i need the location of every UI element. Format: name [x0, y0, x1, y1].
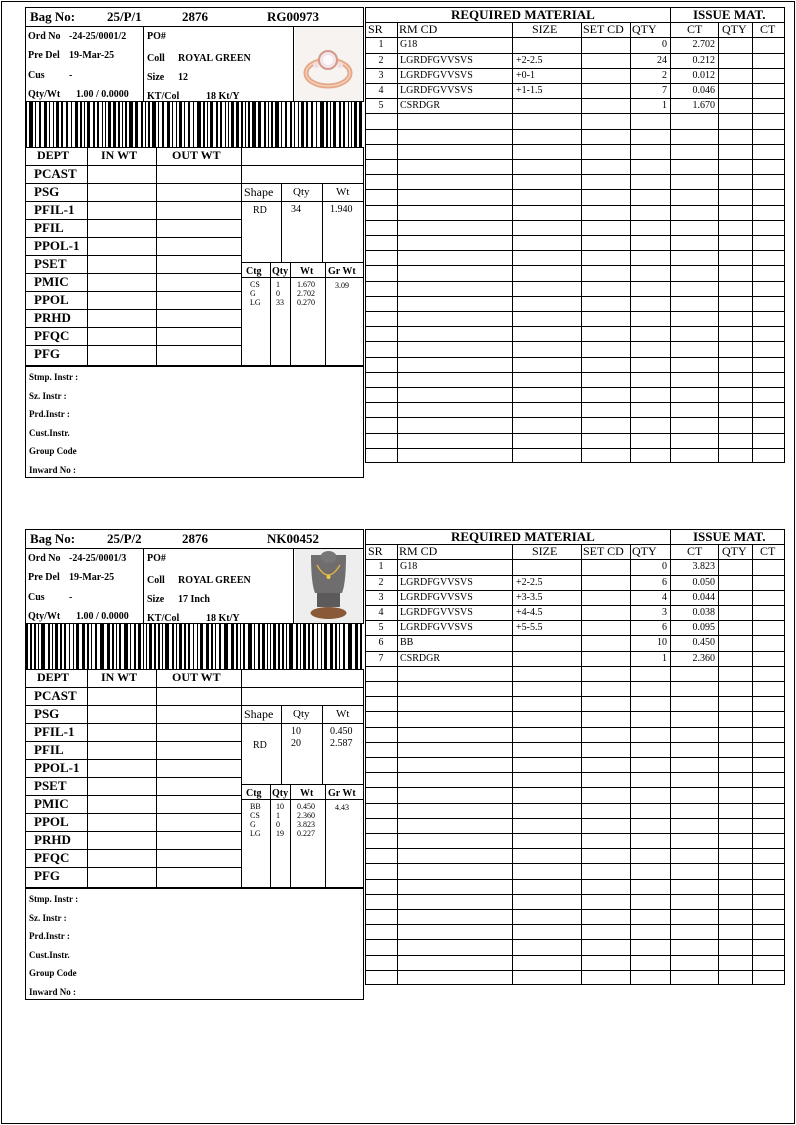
material-rm-code: CSRDGR — [400, 653, 441, 664]
material-ct: 0.212 — [692, 55, 715, 66]
shape-value: RD — [253, 205, 267, 216]
material-ct: 3.823 — [692, 561, 715, 572]
ctg-value: LG — [250, 298, 261, 307]
instruction-label: Prd.Instr : — [29, 409, 70, 420]
dept-row-label: PSG — [34, 184, 60, 199]
material-ct: 2.360 — [692, 653, 715, 664]
material-qty: 0 — [662, 39, 667, 50]
kt-col-label: KT/Col — [147, 613, 180, 624]
instruction-label: Sz. Instr : — [29, 912, 67, 923]
shape-value: RD — [253, 740, 267, 751]
ctg-wt-value: 1.670 — [297, 280, 315, 289]
material-size: +0-1 — [516, 70, 535, 81]
ct-header: CT — [687, 544, 703, 558]
dept-row-label: PFIL-1 — [34, 724, 75, 739]
material-sr: 1 — [378, 39, 384, 50]
material-size: +1-1.5 — [516, 85, 543, 96]
dept-row-label: PSG — [34, 706, 60, 721]
issue-ct-header: CT — [760, 22, 776, 36]
instruction-label: Group Code — [29, 446, 77, 457]
pre-del-label: Pre Del — [28, 572, 60, 583]
qty-header: QTY — [632, 22, 657, 36]
dept-row-label: PPOL — [34, 814, 69, 829]
instruction-label: Cust.Instr. — [29, 427, 70, 438]
ctg-wt-header: Wt — [300, 788, 314, 799]
material-sr: 7 — [378, 653, 384, 664]
ctg-qty-value: 1 — [276, 280, 280, 289]
material-rm-code: LGRDFGVVSVS — [400, 85, 473, 96]
ctg-wt-value: 0.227 — [297, 829, 315, 838]
dept-row-label: PRHD — [34, 310, 71, 325]
cus-value: - — [69, 592, 73, 603]
dept-row-label: PFIL-1 — [34, 202, 75, 217]
material-rm-code: LGRDFGVVSVS — [400, 622, 473, 633]
material-rm-code: LGRDFGVVSVS — [400, 70, 473, 81]
material-sr: 3 — [378, 70, 384, 81]
dept-row-label: PMIC — [34, 274, 69, 289]
bag-card — [25, 7, 785, 485]
ctg-wt-value: 0.450 — [297, 802, 315, 811]
pre-del-value: 19-Mar-25 — [69, 50, 115, 61]
material-rm-code: LGRDFGVVSVS — [400, 55, 473, 66]
necklace-photo — [295, 549, 362, 623]
shape-wt-value: 1.940 — [330, 204, 353, 215]
pre-del-value: 19-Mar-25 — [69, 572, 115, 583]
ctg-qty-value: 0 — [276, 820, 280, 829]
coll-value: ROYAL GREEN — [178, 53, 251, 64]
bag-code: 2876 — [182, 9, 208, 24]
ord-no-value: -24-25/0001/3 — [69, 553, 127, 564]
ctg-value: CS — [250, 280, 260, 289]
ctg-wt-header: Wt — [300, 266, 314, 277]
shape-qty-header: Qty — [293, 708, 310, 720]
gr-wt-value: 3.09 — [335, 281, 349, 290]
bag-no-value: 25/P/1 — [107, 9, 142, 24]
ctg-wt-value: 2.702 — [297, 289, 315, 298]
ctg-qty-value: 33 — [276, 298, 284, 307]
ord-no-label: Ord No — [28, 553, 61, 564]
ctg-qty-header: Qty — [272, 788, 289, 799]
dept-row-label: PPOL — [34, 292, 69, 307]
shape-qty-value: 10 20 — [291, 726, 301, 749]
bag-no-value: 25/P/2 — [107, 531, 142, 546]
material-size: +3-3.5 — [516, 592, 543, 603]
size-label: Size — [147, 594, 165, 605]
material-ct: 0.050 — [692, 577, 715, 588]
material-sr: 2 — [378, 577, 384, 588]
ctg-wt-value: 2.360 — [297, 811, 315, 820]
material-qty: 2 — [662, 70, 667, 81]
dept-row-label: PFQC — [34, 850, 70, 865]
material-rm-code: LGRDFGVVSVS — [400, 577, 473, 588]
gr-wt-header: Gr Wt — [328, 788, 356, 799]
ctg-value: LG — [250, 829, 261, 838]
issue-qty-header: QTY — [722, 22, 747, 36]
ctg-qty-value: 19 — [276, 829, 284, 838]
cus-value: - — [69, 70, 73, 81]
material-size: +2-2.5 — [516, 55, 543, 66]
ctg-value: G — [250, 820, 256, 829]
ctg-value: G — [250, 289, 256, 298]
rm-cd-header: RM CD — [399, 22, 438, 36]
instruction-label: Prd.Instr : — [29, 931, 70, 942]
material-qty: 24 — [657, 55, 667, 66]
material-ct: 0.046 — [692, 85, 715, 96]
qty-header: QTY — [632, 544, 657, 558]
qty-wt-value: 1.00 / 0.0000 — [76, 89, 129, 100]
ord-no-value: -24-25/0001/2 — [69, 31, 127, 42]
material-size: +4-4.5 — [516, 607, 543, 618]
material-sr: 1 — [378, 561, 384, 572]
set-cd-header: SET CD — [583, 22, 624, 36]
coll-value: ROYAL GREEN — [178, 575, 251, 586]
instruction-label: Stmp. Instr : — [29, 372, 79, 382]
size-label: Size — [147, 72, 165, 83]
material-ct: 2.702 — [692, 39, 715, 50]
material-rm-code: G18 — [400, 39, 418, 50]
material-ct: 0.012 — [692, 70, 715, 81]
material-sr: 2 — [378, 55, 384, 66]
ctg-wt-value: 3.823 — [297, 820, 315, 829]
shape-header: Shape — [244, 707, 274, 721]
qty-wt-label: Qty/Wt — [28, 89, 61, 100]
instruction-label: Group Code — [29, 968, 77, 979]
ctg-header: Ctg — [246, 788, 262, 799]
dept-header: DEPT — [37, 148, 70, 162]
ctg-value: CS — [250, 811, 260, 820]
material-qty: 4 — [662, 592, 667, 603]
dept-row-label: PFG — [34, 868, 60, 883]
dept-row-label: PFIL — [34, 220, 64, 235]
ctg-header: Ctg — [246, 266, 262, 277]
dept-row-label: PSET — [34, 256, 67, 271]
design-code: NK00452 — [267, 531, 319, 546]
dept-row-label: PFQC — [34, 328, 70, 343]
material-rm-code: CSRDGR — [400, 100, 441, 111]
material-qty: 6 — [662, 622, 667, 633]
po-label: PO# — [147, 31, 166, 42]
material-ct: 0.038 — [692, 607, 715, 618]
dept-row-label: PFIL — [34, 742, 64, 757]
sr-header: SR — [368, 544, 383, 558]
material-ct: 0.450 — [692, 637, 715, 648]
shape-wt-header: Wt — [336, 186, 350, 198]
ctg-qty-value: 10 — [276, 802, 284, 811]
material-rm-code: LGRDFGVVSVS — [400, 592, 473, 603]
coll-label: Coll — [147, 53, 165, 64]
material-size: +5-5.5 — [516, 622, 543, 633]
dept-row-label: PFG — [34, 346, 60, 361]
design-code: RG00973 — [267, 9, 319, 24]
dept-row-label: PSET — [34, 778, 67, 793]
material-rm-code: G18 — [400, 561, 418, 572]
dept-row-label: PCAST — [34, 166, 77, 181]
shape-wt-value: 0.450 2.587 — [330, 726, 353, 749]
shape-wt-header: Wt — [336, 708, 350, 720]
ctg-value: BB — [250, 802, 261, 811]
in-wt-header: IN WT — [101, 670, 138, 684]
coll-label: Coll — [147, 575, 165, 586]
dept-row-label: PPOL-1 — [34, 238, 80, 253]
kt-col-value: 18 Kt/Y — [206, 91, 240, 102]
material-qty: 1 — [662, 100, 667, 111]
size-header: SIZE — [532, 544, 558, 558]
in-wt-header: IN WT — [101, 148, 138, 162]
qty-wt-label: Qty/Wt — [28, 611, 61, 622]
bag-barcode — [25, 102, 364, 147]
instruction-label: Inward No : — [29, 987, 77, 997]
kt-col-label: KT/Col — [147, 91, 180, 102]
issue-qty-header: QTY — [722, 544, 747, 558]
instruction-label: Stmp. Instr : — [29, 894, 79, 904]
out-wt-header: OUT WT — [172, 148, 221, 162]
material-ct: 1.670 — [692, 100, 715, 111]
issue-mat-title: ISSUE MAT. — [693, 529, 766, 544]
material-rm-code: BB — [400, 637, 414, 648]
kt-col-value: 18 Kt/Y — [206, 613, 240, 624]
dept-row-label: PRHD — [34, 832, 71, 847]
size-value: 17 Inch — [178, 594, 210, 605]
material-sr: 4 — [378, 607, 384, 618]
material-sr: 6 — [378, 637, 384, 648]
issue-mat-title: ISSUE MAT. — [693, 7, 766, 22]
bag-code: 2876 — [182, 531, 208, 546]
size-header: SIZE — [532, 22, 558, 36]
rose-gold-ring-photo — [295, 27, 362, 101]
pre-del-label: Pre Del — [28, 50, 60, 61]
cus-label: Cus — [28, 70, 45, 81]
gr-wt-header: Gr Wt — [328, 266, 356, 277]
material-sr: 3 — [378, 592, 384, 603]
material-sr: 4 — [378, 85, 384, 96]
dept-row-label: PMIC — [34, 796, 69, 811]
material-size: +2-2.5 — [516, 577, 543, 588]
qty-wt-value: 1.00 / 0.0000 — [76, 611, 129, 622]
dept-row-label: PCAST — [34, 688, 77, 703]
instruction-label: Inward No : — [29, 465, 77, 475]
ct-header: CT — [687, 22, 703, 36]
ctg-wt-value: 0.270 — [297, 298, 315, 307]
out-wt-header: OUT WT — [172, 670, 221, 684]
issue-ct-header: CT — [760, 544, 776, 558]
material-sr: 5 — [378, 100, 384, 111]
dept-header: DEPT — [37, 670, 70, 684]
material-qty: 10 — [657, 637, 667, 648]
material-ct: 0.095 — [692, 622, 715, 633]
po-label: PO# — [147, 553, 166, 564]
bag-no-label: Bag No: — [30, 9, 76, 24]
ctg-qty-value: 0 — [276, 289, 280, 298]
instruction-label: Sz. Instr : — [29, 390, 67, 401]
material-rm-code: LGRDFGVVSVS — [400, 607, 473, 618]
material-qty: 1 — [662, 653, 667, 664]
rm-cd-header: RM CD — [399, 544, 438, 558]
shape-qty-header: Qty — [293, 186, 310, 198]
dept-row-label: PPOL-1 — [34, 760, 80, 775]
shape-header: Shape — [244, 185, 274, 199]
instruction-label: Cust.Instr. — [29, 949, 70, 960]
material-sr: 5 — [378, 622, 384, 633]
material-qty: 6 — [662, 577, 667, 588]
bag-card — [25, 529, 785, 1007]
sr-header: SR — [368, 22, 383, 36]
bag-barcode — [25, 624, 364, 669]
gr-wt-value: 4.43 — [335, 803, 349, 812]
set-cd-header: SET CD — [583, 544, 624, 558]
bag-no-label: Bag No: — [30, 531, 76, 546]
cus-label: Cus — [28, 592, 45, 603]
ctg-qty-header: Qty — [272, 266, 289, 277]
ord-no-label: Ord No — [28, 31, 61, 42]
ctg-qty-value: 1 — [276, 811, 280, 820]
required-material-title: REQUIRED MATERIAL — [451, 7, 595, 22]
material-qty: 7 — [662, 85, 667, 96]
shape-qty-value: 34 — [291, 204, 301, 215]
required-material-title: REQUIRED MATERIAL — [451, 529, 595, 544]
material-ct: 0.044 — [692, 592, 715, 603]
size-value: 12 — [178, 72, 188, 83]
material-qty: 3 — [662, 607, 667, 618]
material-qty: 0 — [662, 561, 667, 572]
